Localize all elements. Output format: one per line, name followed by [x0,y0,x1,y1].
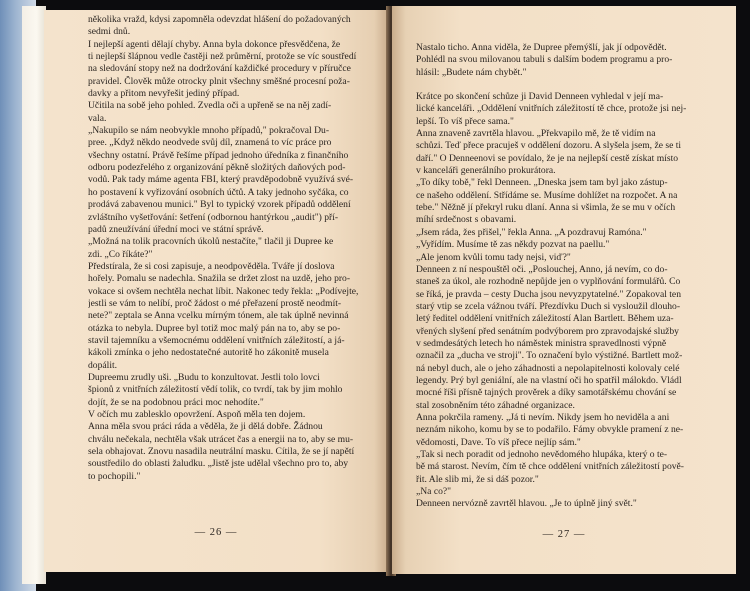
text-line: ce našeho oddělení. Střídáme se. Musíme dohlížet na rozpočet. A na [416,189,678,201]
text-line: otázka to nebyla. Dupree byl totiž moc malý pán na to, aby se po- [88,322,341,334]
text-line: „Vyřídím. Musíme tě zas někdy pozvat na paellu." [416,239,610,251]
text-line: Anna měla svou práci ráda a věděla, že ji dělá dobře. Žádnou [88,421,323,433]
text-line: Anna znaveně zavrtěla hlavou. „Překvapilo mě, že tě vidím na [416,128,656,140]
text-line: zdi. „Co říkáte?" [88,248,153,260]
text-line: „Jsem ráda, žes přišel," řekla Anna. „A pozdravuj Ramóna." [416,226,647,238]
text-line: daří." O Denneenovi se povídalo, že je na nejlepší cestě získat místo [416,152,679,164]
text-line: padů zneužívání úřední moci ve státní správě. [88,223,264,235]
text-line: zvláštního vyšetřování: šetření (odbornou hantýrkou „audit") pří- [88,211,339,223]
text-line: vodů. Pak tady máme agenta FBI, který pravděpodobně využívá své- [88,174,354,186]
text-line: soustředilo do oblasti žaludku. „Jistě jste udělal všechno pro to, aby [88,458,349,470]
text-line: tebe." Něžně jí překryl ruku dlaní. Anna si všimla, že se mu v očích [416,202,676,214]
text-line: starý vtip se zcela vážnou tváří. Přezdívku Duch si vysloužil dlouho- [416,300,681,312]
paragraph-gap [416,79,708,91]
text-line: špionů z vnitřních záležitostí vědí tolik, co tvrdí, tak by jim mohlo [88,384,343,396]
text-line: Nastalo ticho. Anna viděla, že Dupree přemýšlí, jak jí odpovědět. [416,42,667,53]
right-page [392,6,736,574]
text-line: Dupreemu zrudly uši. „Budu to konzultovat. Jestli tolo lovci [88,371,320,383]
text-line: v sedmdesátých letech ho náměstek ministra spravedlnosti výpně [416,337,667,349]
text-line: I nejlepší agenti dělají chyby. Anna byla dokonce přesvědčena, že [88,38,341,50]
text-line: V očích mu zablesklo opovržení. Aspoň měla ten dojem. [88,409,306,420]
text-line: „Tak si nech poradit od jednoho nevědomého hlupáka, který o te- [416,449,668,460]
text-line: stavil tajemníku a všemocnému oddělení vnitřních záležitostí, a já- [88,334,345,346]
text-line: Denneen nervózně zavrtěl hlavou. „Je to úplně jiný svět." [416,498,637,510]
text-line: stal zosobněním této záhadné organizace. [416,399,575,411]
text-line: „Na co?" [416,486,452,498]
text-line: „Možná na tolik pracovních úkolů nestačíte," tlačil ji Dupree ke [88,236,334,248]
text-line: schůzi. Teď přece pracuješ v oddělení dozoru. A slyšela jsem, že se ti [416,140,682,152]
text-line: Předstírala, že si cosi zapisuje, a neodpověděla. Tváře jí doslova [88,260,335,272]
text-line: „Ale jenom kvůli tomu tady nejsi, viď?" [416,251,571,263]
text-line: jestli se vám to nelíbí, proč žádost o mé přeřazení prostě neodmít- [88,297,342,309]
text-line: ho postavení k vyřizování osobních účtů. A taky jednoho syčáka, co [88,186,349,198]
text-line: kákoli zmínka o jeho nedostatečné autoritě ho zákonitě musela [88,347,329,359]
text-line: hořely. Pomalu se nadechla. Snažila se držet zlost na uzdě, jeho pro- [88,273,351,285]
text-line: odboru podezřelého z organizování pěkně složitých daňových pod- [88,162,346,174]
text-line: chválu nečekala, nechtěla však utrácet čas a energii na to, aby se mu- [88,433,354,445]
text-line: hlásil: „Budete nám chybět." [416,66,527,78]
left-page-text [88,14,378,483]
text-line: se říká, je pravda – cesty Ducha jsou nevyzpytatelné." Zopakoval ten [416,288,681,300]
text-line: bě má starost. Nevím, čím tě chce oddělení vnitřních záležitostí pově- [416,461,685,473]
text-line: vokace si ovšem nechtěla nechat líbit. Nakonec tedy řekla: „Podívejte, [88,285,359,297]
text-line: to pochopili." [88,470,141,482]
text-line: letý ředitel oddělení vnitřních záležitostí Alan Bartlett. Během uza- [416,313,674,325]
text-line: všechny ostatní. Právě řešíme případ jednoho úředníka z finančního [88,149,349,161]
text-line: dojít, že se na podobnou práci moc nehodíte." [88,396,264,408]
text-line: prodává zabavenou munici." Byl to typický vzorek případů oddělení [88,199,351,211]
text-line: staneš za úkol, ale rozhodně nepůjde jen o vyplňování formulářů. Co [416,276,681,288]
text-line: pree. „Když někdo neodvede svůj díl, znamená to víc práce pro [88,137,332,149]
text-line: sela obhajovat. Znovu nasadila neutrální masku. Cítila, že se jí napětí [88,446,355,458]
text-line: pravidel. Člověk může otrocky plnit všechny směšné procesní poža- [88,75,350,87]
text-line: Anna pokrčila rameny. „Já ti nevím. Nikdy jsem ho neviděla a ani [416,411,670,423]
text-line: mocné říši přísně tajných prověrek a díky samotářskému chování se [416,387,677,399]
text-line: Denneen z ní nespouštěl oči. „Poslouchej, Anno, já nevím, co do- [416,263,668,275]
text-line: „To díky tobě," řekl Denneen. „Dneska jsem tam byl jako zástup- [416,177,668,189]
text-line: lické kanceláři. „Oddělení vnitřních záležitostí tě chce, protože jsi nej- [416,103,687,115]
text-line: dopálit. [88,359,118,371]
text-line: Učitila na sobě jeho pohled. Zvedla oči a upřeně se na něj zadí- [88,100,332,112]
text-line: vědomosti, Dave. To víš přece nejlíp sám." [416,436,581,448]
text-line: Krátce po skončení schůze ji David Denneen vyhledal v její ma- [416,91,664,103]
text-line: lepší. To víš přece sama." [416,115,514,127]
text-line: legendy. Prý byl geniální, ale na vlastní oči ho spatřil málokdo. Vládl [416,374,682,386]
text-line: nete?" zeptala se Anna vcelku mírným tónem, ale tak úplně nevinná [88,310,349,322]
text-line: míhí srdečnost s obavami. [416,214,517,226]
text-line: davky a přitom nevyřešit jediný případ. [88,88,240,100]
text-line: sedmi dnů. [88,26,131,38]
text-line: na sledování stopy než na dodržování každičké procedury v příručce [88,63,351,75]
page-edge-stack [22,6,46,584]
text-line: Pohlédl na svou milovanou tabuli s dalším bodem programu a pro- [416,54,673,66]
right-page-text [416,42,708,511]
text-line: ti nejlepší šlápnou vedle častěji než průměrní, protože se víc soustředí [88,51,357,63]
text-line: řit. Ale slib mi, že si dáš pozor." [416,473,539,485]
text-line: ná nebyl duch, ale o jeho záhadnosti a nepolapitelnosti kolovaly celé [416,362,680,374]
text-line: „Nakupilo se nám neobvykle mnoho případů," pokračoval Du- [88,125,330,137]
text-line: několika vražd, kdysi zapomněla odevzdat hlášení do požadovaných [88,14,351,25]
left-page [44,10,388,572]
text-line: neznám nikoho, komu by se to podařilo. Fámy obvykle pramení z ne- [416,424,684,436]
text-line: označil za „ducha ve stroji". To označení bylo výstižné. Bartlett mož- [416,350,683,362]
text-line: vala. [88,112,107,124]
left-page-number: — 26 — [194,527,238,538]
right-page-number: — 27 — [542,529,586,540]
text-line: vřených slyšení před senátním podvýborem pro zpravodajské služby [416,325,679,337]
text-line: v kanceláři generálního prokurátora. [416,165,556,177]
